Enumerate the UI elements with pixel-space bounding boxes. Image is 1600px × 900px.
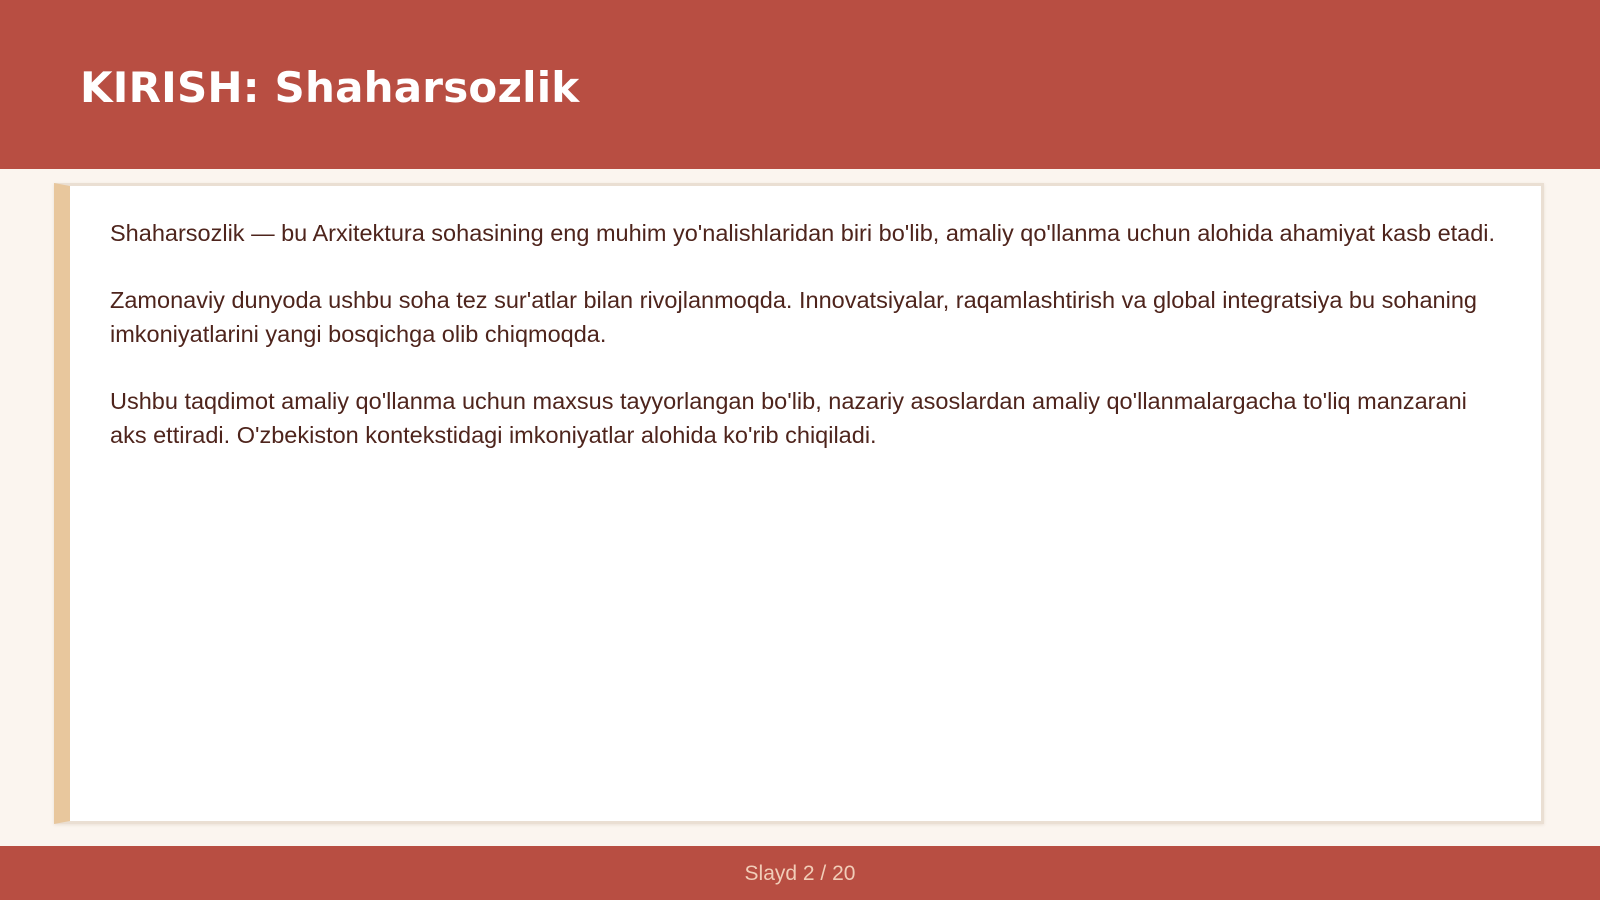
slide-footer — [0, 846, 1600, 900]
content-card — [54, 183, 1544, 824]
slide-counter: Slayd 2 / 20 — [744, 862, 856, 885]
content-text — [110, 216, 1500, 485]
paragraph-modern-world: Zamonaviy dunyoda ushbu soha tez sur'atlar bilan rivojlanmoqda. Innovatsiyalar, raqamlashtirish va global integratsiya bu sohaning imkoniyatlarini yangi bosqichga olib chiqmoqda. — [110, 287, 1477, 347]
paragraph-presentation-purpose: Ushbu taqdimot amaliy qo'llanma uchun maxsus tayyorlangan bo'lib, nazariy asoslardan amaliy qo'llanmalargacha to'liq manzarani aks ettiradi. O'zbekiston kontekstidagi imkoniyatlar alohida ko'rib chiqiladi. — [110, 388, 1467, 448]
slide-header — [0, 0, 1600, 169]
slide-title: KIRISH: Shaharsozlik — [80, 63, 580, 112]
paragraph-intro: Shaharsozlik — bu Arxitektura sohasining eng muhim yo'nalishlaridan biri bo'lib, amaliy qo'llanma uchun alohida ahamiyat kasb etadi. — [110, 220, 1496, 246]
